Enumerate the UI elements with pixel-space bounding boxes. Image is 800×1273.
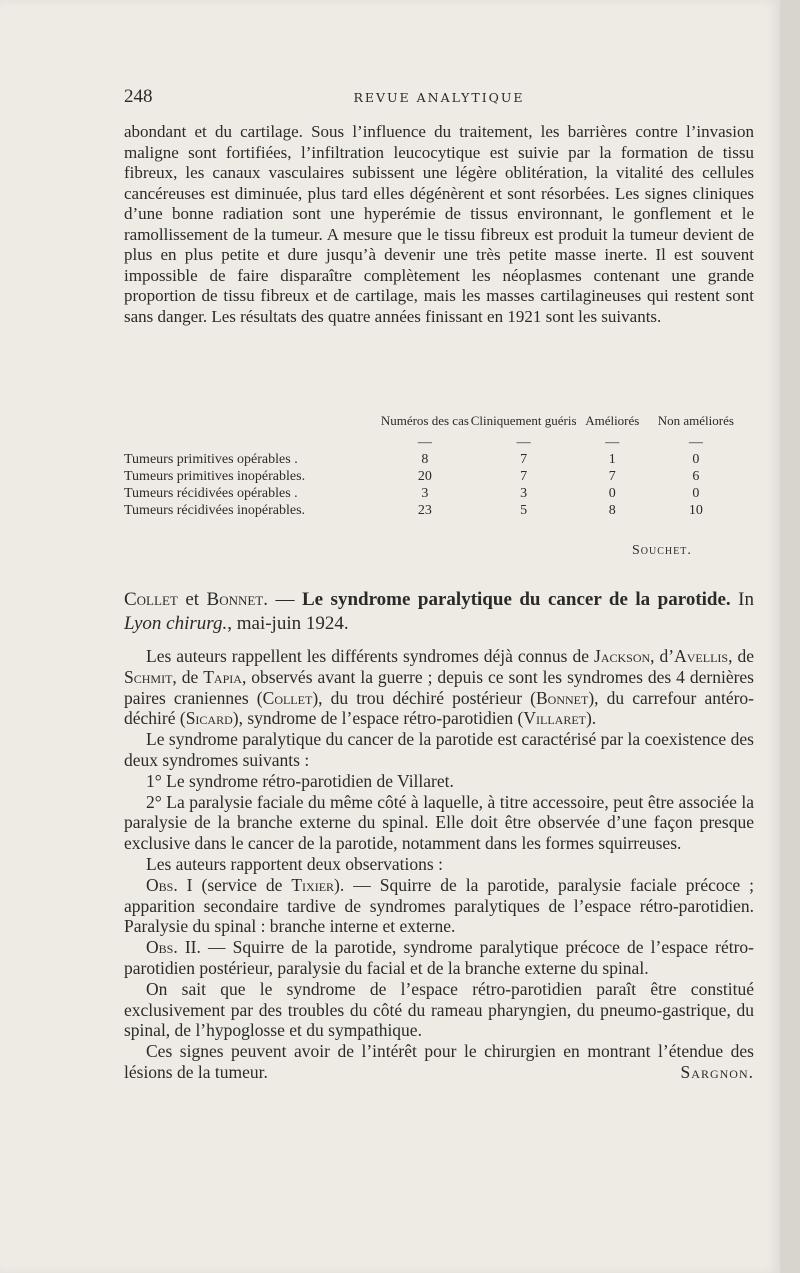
row-label: Tumeurs récidivées opérables .: [124, 486, 298, 501]
paragraph-observations: Les auteurs rapportent deux observations :: [146, 853, 443, 874]
heading-in: In: [730, 589, 754, 610]
table-header: Non améliorés: [657, 413, 734, 428]
text-run: Ces signes peuvent avoir de l’intérêt pour le chirurgien en montrant l’étendue des lésions de la tumeur.: [124, 1041, 754, 1082]
paragraph-item-1: 1° Le syndrome rétro-parotidien de Villaret.: [146, 770, 454, 791]
dash: —: [516, 435, 531, 450]
text-run: ). — Squirre de la parotide, paralysie faciale précoce ; apparition secondaire tardive de syndromes paralytiques de l’espace rétro-parotidien. Paralysie du spinal : branche interne et externe.: [124, 874, 754, 937]
dash: —: [605, 435, 620, 450]
author-name: Tixier: [291, 874, 335, 895]
running-title: REVUE ANALYTIQUE: [353, 90, 525, 105]
author-name: Sicard: [185, 708, 233, 729]
author-name: Tapia: [203, 666, 242, 687]
table-row: [124, 468, 744, 485]
text-run: , de: [172, 666, 204, 687]
table-row: [124, 485, 744, 502]
text-run: Les auteurs rappellent les différents syndromes déjà connus de: [146, 646, 595, 666]
journal-date: , mai-juin 1924.: [227, 613, 349, 634]
paragraph-item-2: 2° La paralysie faciale du même côté à laquelle, à titre accessoire, peut être associée la paralysie de la branche externe du spinal. Elle doit être observée d’une façon presque exclusive dans le cancer de la parotide, notamment dans les formes squirreuses.: [124, 791, 754, 854]
obs-label: Obs: [146, 937, 174, 958]
dash: —: [688, 435, 703, 450]
author-collet: Collet: [124, 589, 178, 610]
intro-paragraph: abondant et du cartilage. Sous l’influence du traitement, les barrières contre l’invasion maligne sont fortifiées, l’infiltration leucocytique est suivie par la formation de tissu fibreux, les canaux vasculaires subissent une légère oblitération, la vitalité des cellules cancéreuses est diminuée, plus tard elles dégénèrent et sont résorbées. Les signes cliniques d’une bonne radiation sont une hyperémie de tissus environnant, le gonflement et le ramollissement de la tumeur. A mesure que le tissu fibreux est produit la tumeur devient de plus en plus petite et dure jusqu’à devenir une très petite masse inerte. Il est souvent impossible de faire disparaître complètement les néoplasmes contenant une grande proportion de tissu fibreux et de cartilage, mais les masses cartilagineuses qui restent sont sans danger. Les résultats des quatre années finissant en 1921 sont les suivants.: [124, 122, 754, 326]
text-run: , de: [728, 646, 754, 666]
results-table: [124, 414, 744, 519]
article-heading: [124, 588, 754, 636]
article-title: Le syndrome paralytique du cancer de la parotide.: [301, 589, 731, 610]
page-number: 248: [124, 86, 153, 107]
author-connector: et: [177, 589, 207, 610]
table-cell: 0: [608, 486, 616, 501]
table-cell: 3: [520, 486, 528, 501]
table-row: [124, 451, 744, 468]
table-cell: 20: [417, 469, 432, 484]
journal-name: Lyon chirurg.: [124, 613, 228, 634]
row-label: Tumeurs récidivées inopérables.: [124, 503, 306, 518]
author-name: Jackson: [594, 646, 651, 666]
table-cell: 7: [608, 469, 616, 484]
table-cell: 3: [421, 486, 429, 501]
author-name: Avellis: [674, 646, 729, 666]
dash-row: [124, 434, 744, 451]
table-header: Améliorés: [585, 413, 640, 428]
row-label: Tumeurs primitives inopérables.: [124, 469, 306, 484]
text-run: , d’: [650, 646, 675, 666]
paragraph-syndromes: [124, 646, 754, 729]
table-cell: 1: [608, 452, 616, 467]
table-cell: 6: [692, 469, 700, 484]
text-run: , observés avant la guerre ; depuis ce sont les syndromes des 4 dernières paires craniennes (: [124, 666, 754, 708]
row-label: Tumeurs primitives opérables .: [124, 452, 298, 467]
page-header: [124, 86, 754, 110]
table-cell: 0: [692, 486, 700, 501]
table-cell: 0: [692, 452, 700, 467]
paragraph-obs-1: [124, 875, 754, 937]
table-cell: 10: [688, 503, 703, 518]
text-run: ).: [585, 708, 597, 729]
intro-paragraph-block: [124, 122, 754, 327]
obs-label: Obs: [146, 874, 174, 895]
text-run: ), du carrefour antéro-déchiré (: [124, 687, 755, 729]
author-bonnet: Bonnet: [206, 589, 264, 610]
table-cell: 7: [520, 452, 528, 467]
signature-souchet: Souchet.: [632, 543, 692, 558]
text-run: . II. — Squirre de la parotide, syndrome paralytique précoce de l’espace rétro-parotidien postérieur, paralysie du facial et de la branche externe du spinal.: [124, 937, 754, 978]
paragraph-obs-2: [124, 937, 754, 979]
text-run: . I (service de: [173, 874, 292, 895]
table-row: [124, 502, 744, 519]
table-cell: 23: [417, 503, 432, 518]
author-name: Schmit: [124, 666, 173, 687]
table-cell: 5: [520, 503, 528, 518]
table-cell: 7: [520, 469, 528, 484]
table-header-row: [124, 414, 744, 434]
heading-dash: . —: [263, 589, 302, 610]
author-name: Villaret: [523, 708, 586, 729]
table-header: Cliniquement guéris: [470, 413, 577, 428]
text-run: ), syndrome de l’espace rétro-parotidien (: [232, 708, 524, 729]
signature-sargnon: Sargnon.: [680, 1061, 754, 1082]
article-body: [124, 646, 754, 1083]
table-header: Numéros des cas: [380, 413, 469, 428]
table-cell: 8: [421, 452, 429, 467]
paragraph-definition: Le syndrome paralytique du cancer de la parotide est caractérisé par la coexistence des deux syndromes suivants :: [124, 729, 754, 770]
dash: —: [417, 435, 432, 450]
table-cell: 8: [608, 503, 616, 518]
author-name: Collet: [262, 687, 313, 708]
author-name: Bonnet: [536, 687, 589, 708]
text-run: ), du trou déchiré postérieur (: [312, 687, 536, 708]
paragraph-conclusion: [124, 1041, 754, 1083]
paragraph-retro-parotidien: On sait que le syndrome de l’espace rétro-parotidien paraît être constitué exclusivement par des troubles du côté du rameau pharyngien, du pneumo-gastrique, du spinal, de l’hypoglosse et du sympathique.: [124, 978, 754, 1041]
